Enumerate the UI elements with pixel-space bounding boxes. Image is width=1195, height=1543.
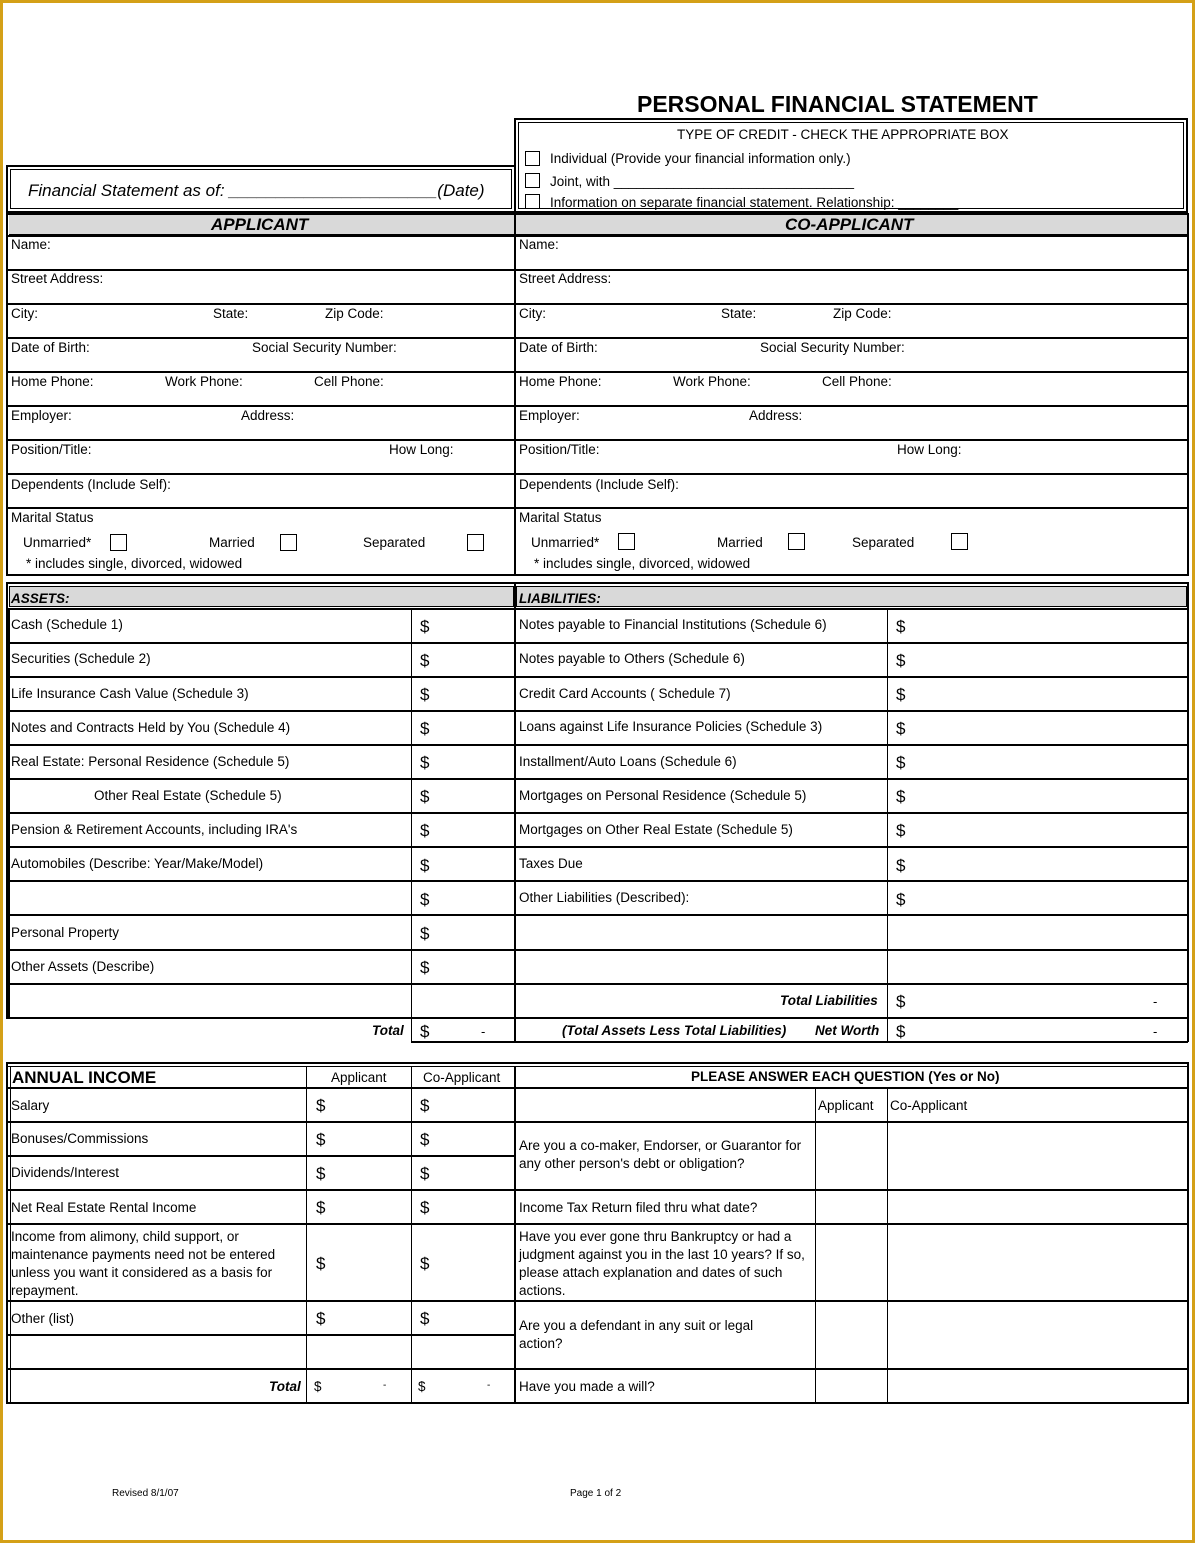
question-text: Are you a defendant in any suit or legal action? [519,1318,754,1351]
assets-total-currency: $ [420,1022,430,1041]
applicant-name-field[interactable]: Name: [11,237,51,252]
applicant-zip-field[interactable]: Zip Code: [325,306,384,321]
question-text: Have you made a will? [519,1379,655,1394]
applicant-unmarried-label: Unmarried* [23,535,92,550]
applicant-heading: APPLICANT [211,215,309,234]
co-applicant-dependents-field[interactable]: Dependents (Include Self): [519,477,679,492]
liability-label: Loans against Life Insurance Policies (Schedule 3) [519,719,823,734]
co-applicant-unmarried-label: Unmarried* [531,535,600,550]
liability-label: Installment/Auto Loans (Schedule 6) [519,754,737,769]
income-col-applicant: Applicant [331,1070,387,1085]
income-total-coapplicant-value: - [487,1380,491,1391]
asset-label: Real Estate: Personal Residence (Schedule 5) [11,754,290,769]
asset-amount-field[interactable]: $ [420,821,430,840]
applicant-married-label: Married [209,535,255,550]
questions-heading: PLEASE ANSWER EACH QUESTION (Yes or No) [691,1069,1000,1084]
co-applicant-unmarried-checkbox[interactable] [618,533,635,550]
asset-label: Automobiles (Describe: Year/Make/Model) [11,856,264,871]
co-applicant-how-long-field[interactable]: How Long: [897,442,962,457]
co-applicant-married-checkbox[interactable] [788,533,805,550]
co-applicant-work-phone-field[interactable]: Work Phone: [673,374,751,389]
liability-amount-field[interactable]: $ [896,753,906,772]
income-label: Net Real Estate Rental Income [11,1200,197,1215]
total-liabilities-currency: $ [896,992,906,1011]
co-applicant-heading: CO-APPLICANT [785,215,914,234]
asset-amount-field[interactable]: $ [420,856,430,875]
applicant-marital-status-label: Marital Status [11,510,94,525]
income-coapplicant-field[interactable]: $ [420,1254,430,1273]
co-applicant-zip-field[interactable]: Zip Code: [833,306,892,321]
assets-header [9,586,514,607]
co-applicant-name-field[interactable]: Name: [519,237,559,252]
co-applicant-employer-field[interactable]: Employer: [519,408,580,423]
income-label: Dividends/Interest [11,1165,120,1180]
income-applicant-field[interactable]: $ [316,1096,326,1115]
asset-amount-field[interactable]: $ [420,890,430,909]
question-text: Income Tax Return filed thru what date? [519,1200,758,1215]
total-liabilities-label: Total Liabilities [780,993,878,1008]
co-applicant-state-field[interactable]: State: [721,306,757,321]
co-applicant-ssn-field[interactable]: Social Security Number: [760,340,905,355]
income-applicant-field[interactable]: $ [316,1164,326,1183]
liability-amount-field[interactable]: $ [896,685,906,704]
question-text: Are you a co-maker, Endorser, or Guarantor for any other person's debt or obligation? [519,1138,802,1171]
asset-amount-field[interactable]: $ [420,787,430,806]
applicant-state-field[interactable]: State: [213,306,249,321]
applicant-address-field[interactable]: Address: [241,408,295,423]
applicant-dob-field[interactable]: Date of Birth: [11,340,90,355]
co-applicant-position-field[interactable]: Position/Title: [519,442,600,457]
applicant-unmarried-checkbox[interactable] [110,534,127,551]
co-applicant-city-field[interactable]: City: [519,306,546,321]
liability-amount-field[interactable]: $ [896,719,906,738]
income-coapplicant-field[interactable]: $ [420,1309,430,1328]
liability-label: Notes payable to Others (Schedule 6) [519,651,745,666]
revised-date: Revised 8/1/07 [112,1488,179,1499]
income-coapplicant-field[interactable]: $ [420,1164,430,1183]
net-worth-currency: $ [896,1022,906,1041]
income-label: Salary [11,1098,50,1113]
applicant-how-long-field[interactable]: How Long: [389,442,454,457]
co-applicant-dob-field[interactable]: Date of Birth: [519,340,598,355]
asset-label: Notes and Contracts Held by You (Schedule 4) [11,720,291,735]
page-number: Page 1 of 2 [570,1488,622,1499]
liability-amount-field[interactable]: $ [896,617,906,636]
co-applicant-separated-checkbox[interactable] [951,533,968,550]
asset-amount-field[interactable]: $ [420,651,430,670]
question-text: Have you ever gone thru Bankruptcy or had a judgment against you in the last 10 years? If so, please attach explanation and dates of such actions. [519,1229,805,1298]
asset-amount-field[interactable]: $ [420,924,430,943]
co-applicant-cell-phone-field[interactable]: Cell Phone: [822,374,892,389]
credit-individual-label: Individual (Provide your financial information only.) [550,151,851,166]
asset-amount-field[interactable]: $ [420,753,430,772]
liability-label: Credit Card Accounts ( Schedule 7) [519,686,731,701]
income-applicant-field[interactable]: $ [316,1309,326,1328]
credit-joint-label: Joint, with ________________________________ [550,174,855,189]
asset-label: Personal Property [11,925,120,940]
applicant-city-field[interactable]: City: [11,306,38,321]
applicant-position-field[interactable]: Position/Title: [11,442,92,457]
liability-amount-field[interactable]: $ [896,821,906,840]
liability-amount-field[interactable]: $ [896,890,906,909]
credit-separate-checkbox[interactable] [525,194,540,209]
liability-label: Notes payable to Financial Institutions (Schedule 6) [519,617,827,632]
applicant-married-checkbox[interactable] [280,534,297,551]
applicant-work-phone-field[interactable]: Work Phone: [165,374,243,389]
asset-label: Cash (Schedule 1) [11,617,123,632]
income-applicant-field[interactable]: $ [316,1198,326,1217]
income-col-coapplicant: Co-Applicant [423,1070,501,1085]
assets-total-value: - [481,1024,486,1039]
statement-date-field[interactable]: ______________________ [229,181,438,200]
income-coapplicant-field[interactable]: $ [420,1130,430,1149]
asset-amount-field[interactable]: $ [420,685,430,704]
asset-amount-field[interactable]: $ [420,617,430,636]
income-applicant-field[interactable]: $ [316,1254,326,1273]
asset-amount-field[interactable]: $ [420,958,430,977]
liability-label: Taxes Due [519,856,583,871]
liability-amount-field[interactable]: $ [896,856,906,875]
co-applicant-street-field[interactable]: Street Address: [519,271,612,286]
income-total-label: Total [269,1379,301,1394]
applicant-separated-label: Separated [363,535,426,550]
net-worth-note: (Total Assets Less Total Liabilities) [562,1023,787,1038]
applicant-employer-field[interactable]: Employer: [11,408,72,423]
co-applicant-marital-status-label: Marital Status [519,510,602,525]
credit-individual-checkbox[interactable] [525,151,540,166]
income-applicant-field[interactable]: $ [316,1130,326,1149]
asset-amount-field[interactable]: $ [420,719,430,738]
co-applicant-home-phone-field[interactable]: Home Phone: [519,374,602,389]
applicant-ssn-field[interactable]: Social Security Number: [252,340,397,355]
page-title: PERSONAL FINANCIAL STATEMENT [637,91,1038,117]
applicant-street-field[interactable]: Street Address: [11,271,104,286]
asset-label: Other Assets (Describe) [11,959,155,974]
income-total-coapplicant-currency: $ [418,1379,426,1394]
asset-label: Securities (Schedule 2) [11,651,151,666]
asset-label: Other Real Estate (Schedule 5) [94,788,282,803]
income-label: Income from alimony, child support, or maintenance payments need not be entered unless you want it considered as a basis for repayment. [11,1229,276,1298]
assets-total-label: Total [372,1023,404,1038]
questions-col-coapplicant: Co-Applicant [890,1098,968,1113]
income-total-applicant-currency: $ [314,1379,322,1394]
statement-date-label: Financial Statement as of: ______________________(Date) [28,181,485,200]
liability-label: Mortgages on Personal Residence (Schedule 5) [519,788,807,803]
net-worth-label: Net Worth [815,1023,880,1038]
co-applicant-separated-label: Separated [852,535,915,550]
applicant-home-phone-field[interactable]: Home Phone: [11,374,94,389]
co-applicant-address-field[interactable]: Address: [749,408,803,423]
liability-amount-field[interactable]: $ [896,651,906,670]
liability-amount-field[interactable]: $ [896,787,906,806]
income-total-applicant-value: - [383,1380,387,1391]
asset-label: Life Insurance Cash Value (Schedule 3) [11,686,249,701]
applicant-cell-phone-field[interactable]: Cell Phone: [314,374,384,389]
income-label: Bonuses/Commissions [11,1131,149,1146]
liability-label: Mortgages on Other Real Estate (Schedule 5) [519,822,793,837]
income-coapplicant-field[interactable]: $ [420,1096,430,1115]
applicant-marital-note: * includes single, divorced, widowed [26,556,243,571]
liabilities-heading: LIABILITIES: [519,591,601,606]
assets-heading: ASSETS: [11,591,70,606]
total-liabilities-value: - [1153,994,1158,1009]
annual-income-heading: ANNUAL INCOME [12,1068,157,1087]
liabilities-header [516,586,1187,607]
applicant-dependents-field[interactable]: Dependents (Include Self): [11,477,171,492]
asset-label: Pension & Retirement Accounts, including IRA's [11,822,298,837]
income-label: Other (list) [11,1311,75,1326]
applicant-separated-checkbox[interactable] [467,534,484,551]
questions-col-applicant: Applicant [818,1098,874,1113]
net-worth-value: - [1153,1024,1158,1039]
credit-joint-checkbox[interactable] [525,173,540,188]
liability-label: Other Liabilities (Described): [519,890,690,905]
credit-separate-label: Information on separate financial statement. Relationship: ________ [550,195,959,210]
credit-type-heading: TYPE OF CREDIT - CHECK THE APPROPRIATE BOX [677,127,1009,142]
co-applicant-married-label: Married [717,535,763,550]
co-applicant-marital-note: * includes single, divorced, widowed [534,556,751,571]
income-coapplicant-field[interactable]: $ [420,1198,430,1217]
